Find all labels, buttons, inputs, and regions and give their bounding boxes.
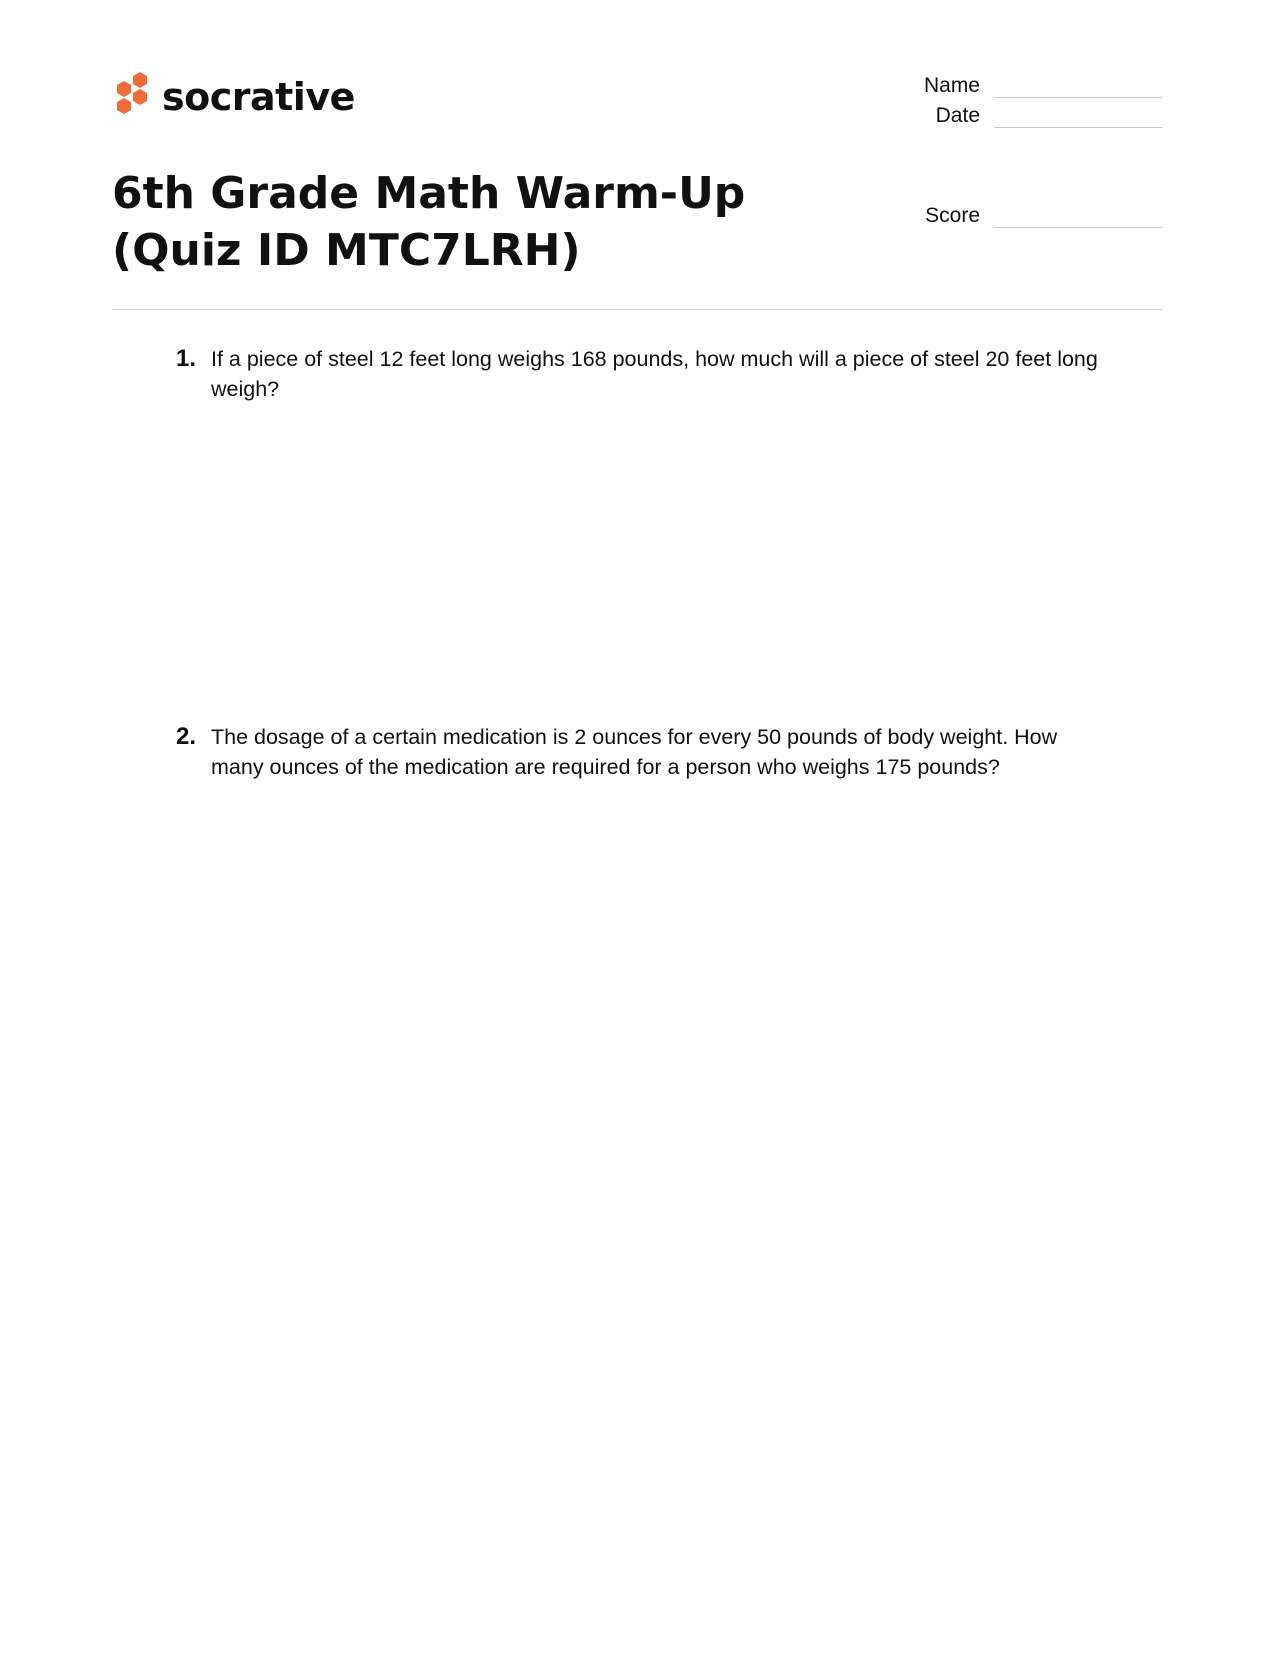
score-answer-line[interactable]	[994, 227, 1162, 228]
date-field[interactable]	[860, 102, 1162, 130]
score-label: Score	[925, 204, 980, 227]
name-label: Name	[923, 74, 980, 97]
score-field[interactable]	[860, 202, 1162, 230]
question-text: The dosage of a certain medication is 2 ounces for every 50 pounds of body weight. How many ounces of the medication are required for a person who weighs 175 pounds?	[211, 725, 1058, 779]
hexagon-cluster-icon	[112, 72, 152, 122]
question-text: If a piece of steel 12 feet long weighs 168 pounds, how much will a piece of steel 20 feet long weigh?	[211, 347, 1098, 401]
question-number: 1.	[175, 345, 196, 372]
date-label: Date	[935, 104, 980, 127]
brand-logo	[112, 72, 355, 122]
question-number: 2.	[175, 723, 196, 750]
name-answer-line[interactable]	[994, 97, 1162, 98]
name-field[interactable]	[860, 72, 1162, 100]
header-divider	[112, 309, 1162, 310]
brand-name: socrative	[162, 75, 355, 119]
page-title: 6th Grade Math Warm-Up (Quiz ID MTC7LRH)	[112, 168, 746, 276]
date-answer-line[interactable]	[994, 127, 1162, 128]
